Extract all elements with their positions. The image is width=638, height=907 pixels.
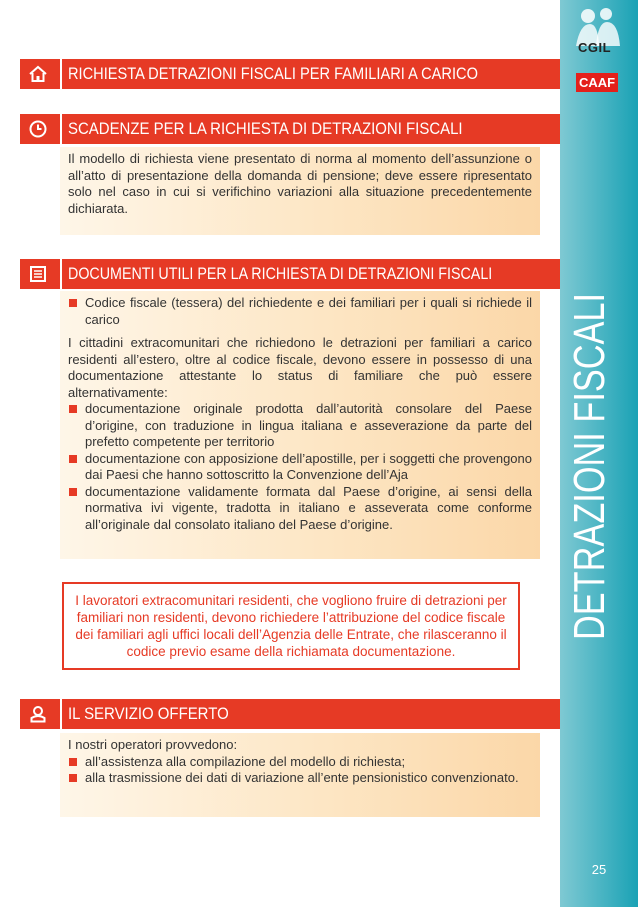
notice-text: I lavoratori extracomunitari residenti, che vogliono fruire di detrazioni per familiari non residenti, devono richiedere l’attribuzione del codice fiscale dei familiari agli uffici locali dell’Agenzia delle Entrate, che rilasceranno il codice previo esame della richiamata documentazione. [75,593,507,659]
deadlines-panel [60,147,540,235]
documents-divider [60,259,62,289]
deadlines-text: Il modello di richiesta viene presentato di norma al momento dell’assunzione o all’atto di presentazione della domanda di pensione; deve essere ripresentato solo nel caso in cui si verifichino variazioni alla situazione precedentemente dichiarata. [68,151,532,216]
logo-caaf-text: CAAF [576,73,618,92]
header-bar [20,59,560,89]
service-intro: I nostri operatori provvedono: [68,737,238,752]
page-title: RICHIESTA DETRAZIONI FISCALI PER FAMILIARI A CARICO [68,64,478,83]
list-item: documentazione validamente formata dal Paese d’origine, ai sensi della normativa ivi vigente, tradotta in italiano e asseverata come conforme all’originale dal consolato italiano del Paese d’origine. [68,484,532,534]
documents-intro: I cittadini extracomunitari che richiedono le detrazioni per familiari a carico residenti all’estero, oltre al codice fiscale, devono essere in possesso di una documentazione attestante lo status di familiare che può essere alternativamente: [68,335,532,400]
operator-icon [20,699,56,729]
list-item: all’assistenza alla compilazione del modello di richiesta; [68,754,532,771]
home-icon [20,59,56,89]
service-panel [60,733,540,817]
list-item: Codice fiscale (tessera) del richiedente e dei familiari per i quali si richiede il carico [68,295,532,328]
documents-bar [20,259,560,289]
list-item: documentazione originale prodotta dall’autorità consolare del Paese d’origine, con traduzione in lingua italiana e asseverazione da parte del prefetto competente per territorio [68,401,532,451]
service-bar [20,699,560,729]
notice-box [62,582,520,670]
page-number: 25 [591,862,607,877]
logo-cgil-text: CGIL [578,40,612,55]
deadlines-bar [20,114,560,144]
list-item: documentazione con apposizione dell’apostille, per i soggetti che provengono dai Paesi che hanno sottoscritto la Convenzione dell’Aja [68,451,532,484]
deadlines-title: SCADENZE PER LA RICHIESTA DI DETRAZIONI FISCALI [68,119,463,138]
documents-title: DOCUMENTI UTILI PER LA RICHIESTA DI DETRAZIONI FISCALI [68,264,493,283]
clock-icon [20,114,56,144]
service-title: IL SERVIZIO OFFERTO [68,704,229,723]
side-title: DETRAZIONI FISCALI [565,292,614,640]
header-divider [60,59,62,89]
list-item: alla trasmissione dei dati di variazione all’ente pensionistico convenzionato. [68,770,532,787]
service-divider [60,699,62,729]
document-list-icon [20,259,56,289]
deadlines-divider [60,114,62,144]
documents-panel [60,291,540,559]
